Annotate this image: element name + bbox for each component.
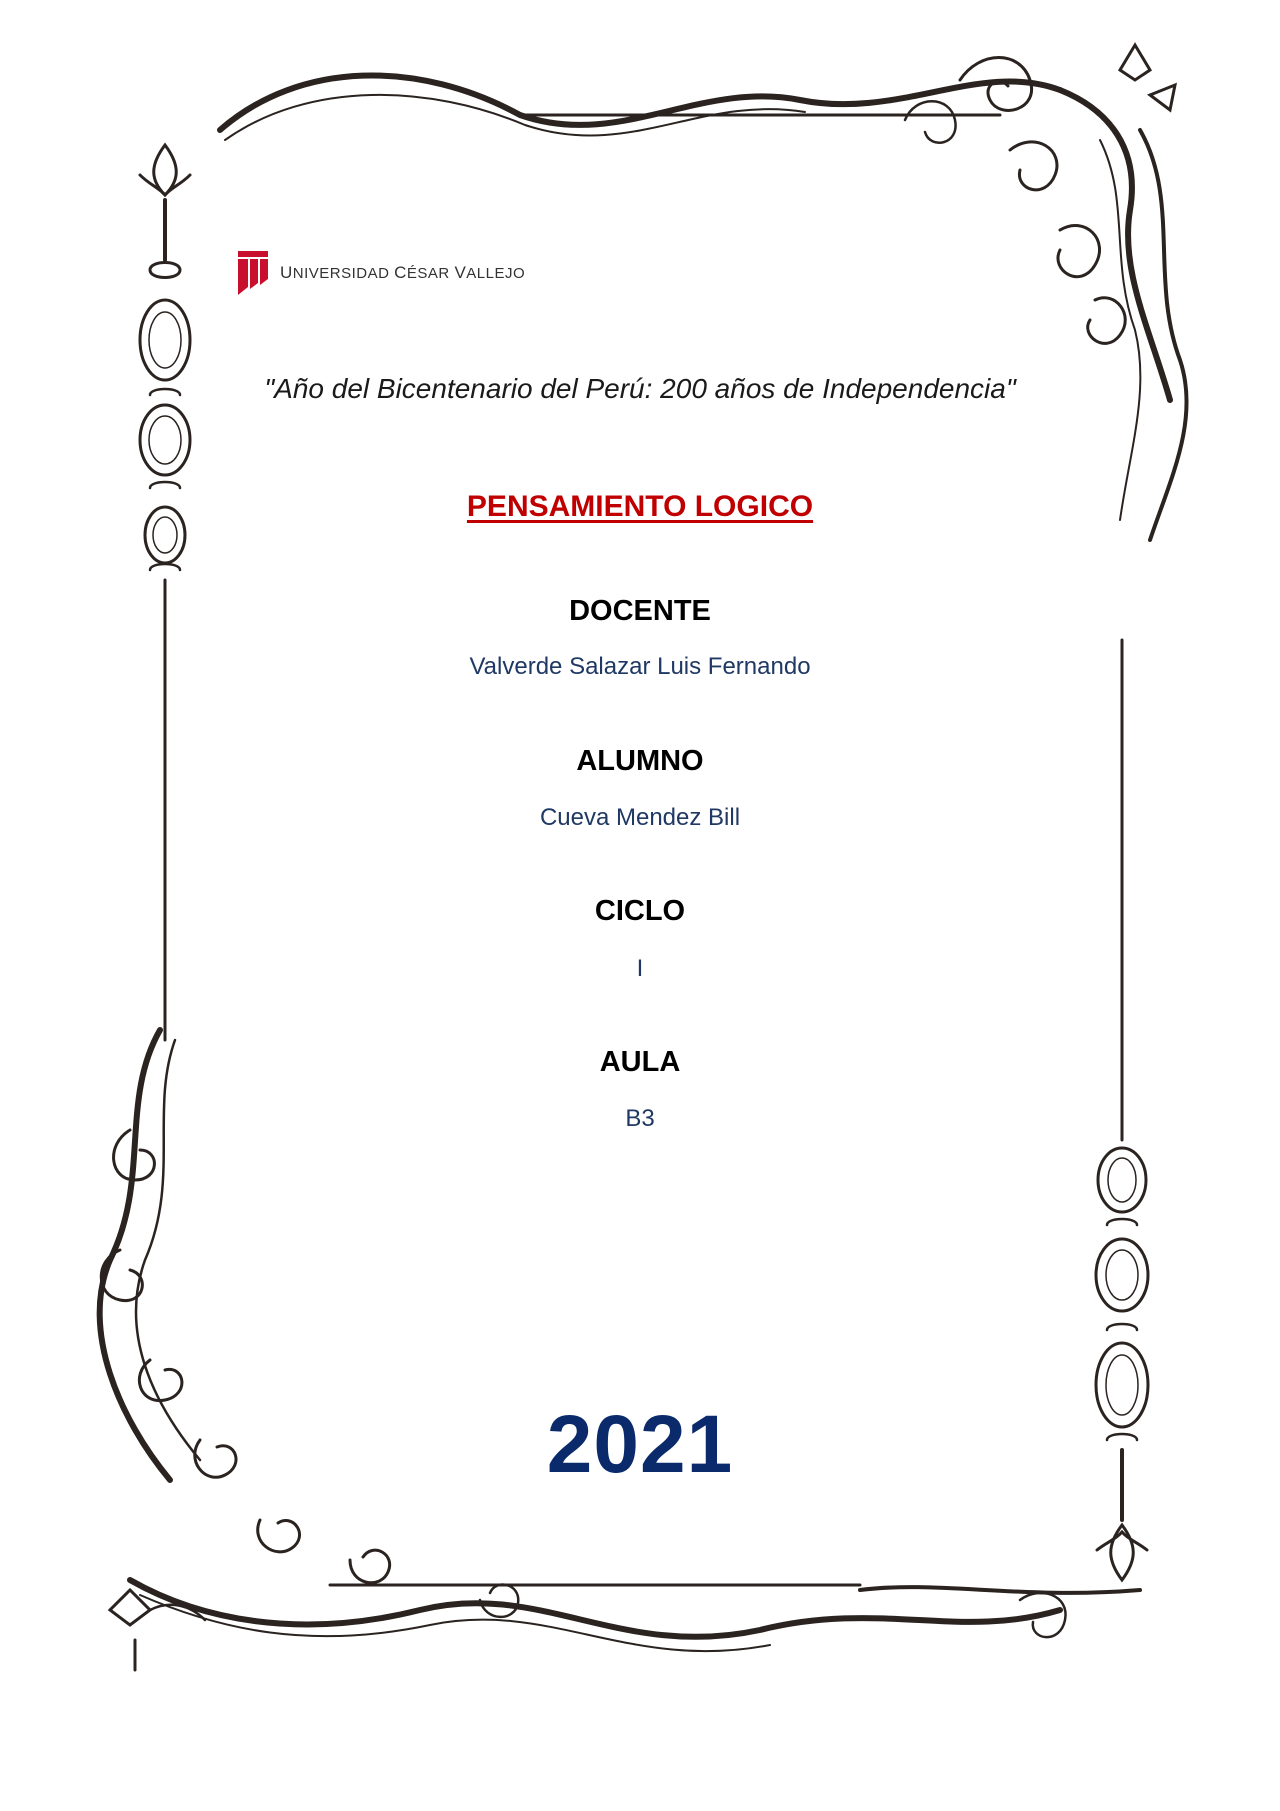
docente-value: Valverde Salazar Luis Fernando xyxy=(469,653,811,680)
logo-text-niversidad: NIVERSIDAD xyxy=(292,265,395,282)
course-title: PENSAMIENTO LOGICO xyxy=(466,490,814,523)
logo-text-allejo: ALLEJO xyxy=(466,265,526,282)
ciclo-label: CICLO xyxy=(594,895,686,927)
alumno-value: Cueva Mendez Bill xyxy=(539,804,741,831)
university-name xyxy=(280,263,525,283)
logo-text-esar: ÉSAR xyxy=(406,265,455,282)
logo-letter-c: C xyxy=(394,263,407,282)
alumno-label: ALUMNO xyxy=(576,745,704,777)
year-heading: 2021 xyxy=(546,1399,734,1490)
logo-letter-u: U xyxy=(280,263,293,282)
ucv-emblem-icon xyxy=(236,249,270,297)
ciclo-value: I xyxy=(636,955,644,982)
year-motto: "Año del Bicentenario del Perú: 200 años de Independencia" xyxy=(264,373,1016,404)
docente-label: DOCENTE xyxy=(569,595,711,627)
university-logo xyxy=(236,248,525,298)
aula-label: AULA xyxy=(599,1046,681,1078)
logo-letter-v: V xyxy=(454,263,467,282)
aula-value: B3 xyxy=(625,1105,655,1132)
